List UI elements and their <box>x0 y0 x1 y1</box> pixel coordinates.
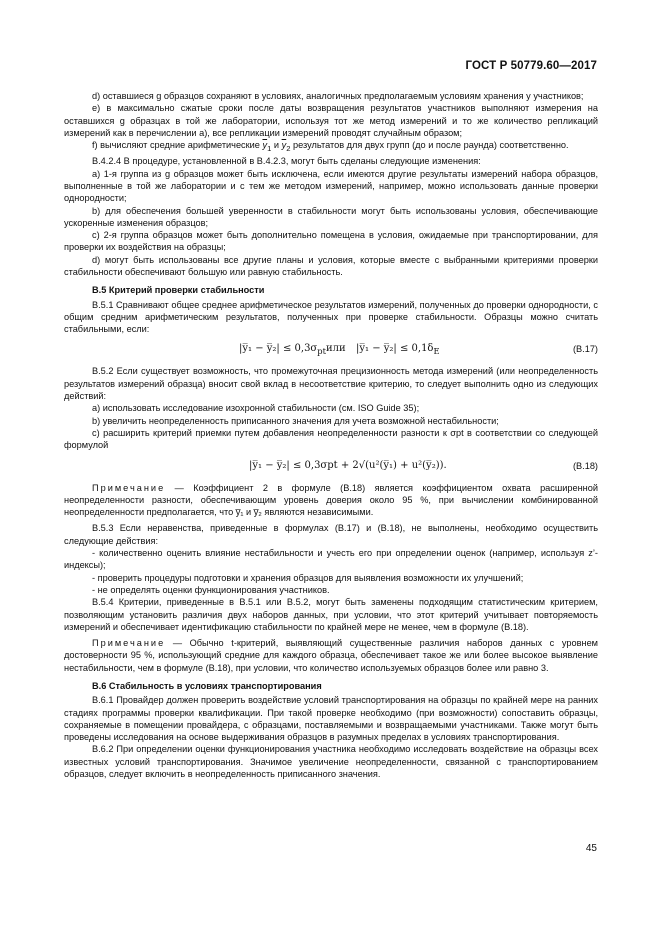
list-item: a) использовать исследование изохронной стабильности (см. ISO Guide 35); <box>92 403 420 414</box>
list-item: a) 1-я группа из g образцов может быть исключена, если имеются другие результаты измерений набора образцов, выполненные в той же лаборатории и с тем же методом измерений, например, можно использовать данные проверки однородности; <box>64 168 598 204</box>
paragraph: B.4.2.4 В процедуре, установленной в B.4.2.3, могут быть сделаны следующие изменения: <box>92 156 481 167</box>
list-item-text: результатов для двух групп (до и после раунда) соответственно. <box>293 140 569 151</box>
paragraph: B.5.4 Критерии, приведенные в B.5.1 или B.5.2, могут быть заменены подходящим статистическим критерием, позволяющим установить различия двух наборов данных, при условии, что этот критерий учитывает повторяемость измерений и обеспечивает идентификацию стабильности по крайней мере не менее, чем в формуле (B.18). <box>64 597 598 632</box>
document-body <box>64 90 598 780</box>
section-title: B.6 Стабильность в условиях транспортирования <box>92 681 322 691</box>
formula-or: или <box>326 343 346 355</box>
list-item: - проверить процедуры подготовки и хранения образцов для выявления возможности их улучшений; <box>92 572 524 583</box>
list-item: b) для обеспечения большей уверенности в стабильности могут быть использованы условия, обеспечивающие ускоренные изменения образцов; <box>64 205 598 228</box>
list-item: e) в максимально сжатые сроки после даты возвращения результатов участников выполняют измерения на оставшихся g образцах в той же лаборатории, используя тот же метод измерений и то же количество репликаций измерений как в перечислении a), все репликации измерений проводят случайным образом; <box>64 103 598 138</box>
formula-body: |y̅₁ − y̅₂| ≤ 0,3σpt + 2√(u²(y̅₁) + u²(y̅₂)). <box>249 459 447 471</box>
list-item: - не определять оценки функционирования участников. <box>92 584 330 595</box>
formula-b18 <box>64 456 598 478</box>
paragraph: B.5.1 Сравнивают общее среднее арифметическое результатов измерений, полученных до проверки однородности, с общим средним арифметическим результатов, полученных при проверке стабильности. Образцы можно считать стабильными, если: <box>64 299 598 335</box>
note-text: — Обычно t-критерий, выявляющий существенные различия наборов данных с уровнем достоверности 95 %, использующий средние для каждого образца, обеспечивает такое же или более высокое выявление нестабильности, чем в формуле (B.18), при условии, что количество используемых образцов более или равно 3. <box>64 638 598 673</box>
list-item: c) расширить критерий приемки путем добавления неопределенности разности к σpt в соответствии со следующей формулой <box>64 427 598 451</box>
note <box>64 637 598 674</box>
list-item: - количественно оценить влияние нестабильности и учесть его при определении оценок (например, используя z’-индексы); <box>64 548 598 571</box>
list-item: d) оставшиеся g образцов сохраняют в условиях, аналогичных предполагаемым условиям хранения у участников; <box>92 91 584 101</box>
paragraph: B.5.3 Если неравенства, приведенные в формулах (B.17) и (B.18), не выполнены, необходимо осуществить следующие действия: <box>64 523 598 546</box>
formula-right: |y̅₁ − y̅₂| ≤ $0,1\delta_E$ <box>356 343 440 357</box>
math-symbol: $\overline{y}$ <box>281 140 287 151</box>
formula-number: (B.17) <box>572 344 598 355</box>
paragraph: B.6.1 Провайдер должен проверить воздействие условий транспортирования на образцы по крайней мере на ранних стадиях программы проверки квалификации. При такой проверке необходимо (при возможности) сопоставить образцы, сохраняемые в помещении провайдера, с образцами, поставляемыми и возвращаемыми участниками. Также могут быть проведены исследования на основе выдерживания образцов в разумных пределах в условиях транспортирования. <box>64 695 598 743</box>
section-title: B.5 Критерий проверки стабильности <box>92 285 265 296</box>
note-label: Примечание <box>92 482 166 493</box>
math-symbol: $\overline{y}$ <box>262 140 268 151</box>
document-code: ГОСТ Р 50779.60—2017 <box>465 60 597 72</box>
list-item: c) 2-я группа образцов может быть дополнительно помещена в условия, ожидаемые при транспортировании, для проверки их воздействия на образцы; <box>64 230 598 253</box>
list-item: b) увеличить неопределенность приписанного значения для учета возможной нестабильности; <box>92 415 499 426</box>
list-item-text: и <box>273 140 280 151</box>
list-item: f) вычисляют средние арифметические $\overline{y}_1$ и $\overline{y}_2$ результатов для двух групп (до и после раунда) соответственно. <box>92 140 569 154</box>
note <box>64 482 598 519</box>
page-number: 45 <box>585 843 597 854</box>
paragraph: B.6.2 При определении оценки функционирования участника необходимо исследовать воздействие на образцы всех известных условий транспортирования. Значимое увеличение неопределенности, связанной с транспортированием образцов, следует включить в неопределенность приписанного значения. <box>64 744 598 780</box>
note-label: Примечание <box>92 638 166 649</box>
formula-left: |y̅₁ − y̅₂| ≤ $0,3\sigma_{pt}$ <box>239 343 326 357</box>
formula-b17 <box>64 339 598 361</box>
list-item: d) могут быть использованы все другие планы и условия, которые вместе с выбранными критериями проверки стабильности обеспечивают большую или равную стабильность. <box>64 254 598 277</box>
list-item-text: f) вычисляют средние арифметические <box>92 140 260 151</box>
paragraph: B.5.2 Если существует возможность, что промежуточная прецизионность метода измерений (или неопределенность результатов измерений образца) вносит свой вклад в несоответствие критерию, то следует выполнить одно из следующих действий: <box>64 366 598 402</box>
formula-number: (B.18) <box>572 460 598 471</box>
note-text: — Коэффициент 2 в формуле (B.18) является коэффициентом охвата расширенной неопределенности разности, обеспечивающим уровень доверия около 95 %, при вычислении комбинированной неопределенности предполагается, что y̅₁ и y̅₂ являются независимыми. <box>64 482 598 518</box>
